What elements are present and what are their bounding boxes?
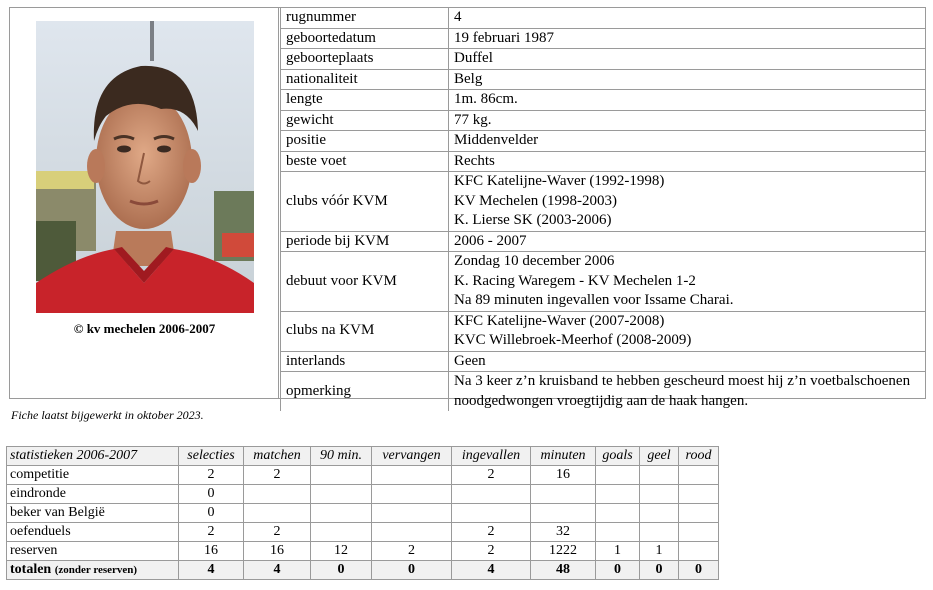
statistics-cell	[311, 466, 372, 485]
statistics-column-header: ingevallen	[452, 447, 531, 466]
profile-row	[281, 8, 926, 28]
statistics-cell: 0	[179, 504, 244, 523]
statistics-header-row	[7, 447, 719, 466]
profile-value	[449, 28, 926, 49]
profile-value-line: Middenvelder	[454, 132, 539, 148]
player-photo	[36, 21, 254, 313]
player-profile-card	[9, 7, 926, 409]
profile-value	[449, 372, 926, 412]
statistics-total-cell: 4	[244, 561, 311, 580]
statistics-cell	[311, 523, 372, 542]
profile-value-line: KFC Katelijne-Waver (1992-1998)	[454, 173, 665, 189]
profile-value-line: Belg	[454, 70, 483, 87]
profile-value-line: 2006 - 2007	[454, 232, 527, 249]
statistics-table	[6, 446, 719, 580]
statistics-row-label: eindronde	[7, 485, 179, 504]
statistics-cell	[311, 485, 372, 504]
statistics-cell	[452, 504, 531, 523]
statistics-cell	[640, 485, 679, 504]
statistics-column-header: 90 min.	[311, 447, 372, 466]
statistics-cell	[679, 504, 719, 523]
statistics-row	[7, 466, 719, 485]
profile-row	[281, 49, 926, 70]
statistics-total-cell: 48	[531, 561, 596, 580]
statistics-cell	[596, 485, 640, 504]
statistics-cell: 12	[311, 542, 372, 561]
profile-row	[281, 110, 926, 131]
profile-value-line: Na 3 keer z’n kruisband te hebben gescheurd moest hij z’n voetbalschoenen noodgedwongen vroegtijdig aan de haak hangen.	[454, 373, 911, 409]
profile-label: positie	[281, 131, 449, 152]
statistics-column-header: matchen	[244, 447, 311, 466]
statistics-column-header: statistieken 2006-2007	[7, 447, 179, 466]
statistics-cell	[531, 485, 596, 504]
statistics-row-label: competitie	[7, 466, 179, 485]
profile-value-line: K. Lierse SK (2003-2006)	[454, 212, 612, 228]
statistics-cell	[372, 523, 452, 542]
profile-value-line: Geen	[454, 352, 486, 369]
profile-row	[281, 252, 926, 312]
profile-row	[281, 69, 926, 90]
profile-label: clubs na KVM	[281, 311, 449, 351]
statistics-cell	[679, 542, 719, 561]
profile-value-line: 77 kg.	[454, 111, 492, 128]
totals-label-text: totalen	[10, 562, 52, 577]
profile-row	[281, 90, 926, 111]
statistics-total-cell: 0	[596, 561, 640, 580]
statistics-cell: 32	[531, 523, 596, 542]
statistics-column-header: vervangen	[372, 447, 452, 466]
profile-value	[449, 252, 926, 312]
statistics-row-label: beker van België	[7, 504, 179, 523]
profile-label: nationaliteit	[281, 69, 449, 90]
statistics-row	[7, 542, 719, 561]
statistics-cell: 1	[596, 542, 640, 561]
profile-value	[449, 90, 926, 111]
statistics-total-cell: 0	[640, 561, 679, 580]
statistics-cell: 16	[244, 542, 311, 561]
statistics-column-header: goals	[596, 447, 640, 466]
statistics-cell	[596, 523, 640, 542]
profile-value-line: K. Racing Waregem - KV Mechelen 1-2	[454, 272, 696, 289]
statistics-column-header: minuten	[531, 447, 596, 466]
profile-value	[449, 49, 926, 70]
profile-label: interlands	[281, 351, 449, 372]
photo-caption: © kv mechelen 2006-2007	[73, 321, 216, 336]
statistics-cell	[244, 504, 311, 523]
statistics-cell: 2	[452, 466, 531, 485]
profile-label: geboorteplaats	[281, 49, 449, 70]
profile-value	[449, 131, 926, 152]
statistics-cell	[372, 504, 452, 523]
profile-info-table	[280, 8, 926, 411]
statistics-row	[7, 523, 719, 542]
profile-row	[281, 231, 926, 252]
profile-value-line: KVC Willebroek-Meerhof (2008-2009)	[454, 332, 692, 348]
statistics-totals-row	[7, 561, 719, 580]
statistics-row	[7, 504, 719, 523]
profile-value	[449, 8, 926, 28]
profile-row	[281, 311, 926, 351]
statistics-cell	[311, 504, 372, 523]
profile-value-line: Duffel	[454, 50, 493, 66]
statistics-row	[7, 485, 719, 504]
statistics-cell	[679, 523, 719, 542]
statistics-cell: 16	[531, 466, 596, 485]
profile-label: debuut voor KVM	[281, 252, 449, 312]
statistics-cell: 2	[372, 542, 452, 561]
profile-label: rugnummer	[281, 8, 449, 28]
profile-value	[449, 351, 926, 372]
statistics-row-label: oefenduels	[7, 523, 179, 542]
update-note: Fiche laatst bijgewerkt in oktober 2023.	[11, 408, 204, 422]
totals-label-note: (zonder reserven)	[54, 564, 138, 576]
statistics-cell	[596, 504, 640, 523]
profile-value	[449, 311, 926, 351]
profile-label: lengte	[281, 90, 449, 111]
statistics-cell	[372, 466, 452, 485]
statistics-cell: 2	[244, 523, 311, 542]
statistics-total-cell: 4	[179, 561, 244, 580]
profile-row	[281, 131, 926, 152]
statistics-total-cell: 0	[311, 561, 372, 580]
statistics-cell: 0	[179, 485, 244, 504]
profile-value-line: 1m. 86cm.	[454, 91, 518, 107]
profile-value-line: 4	[454, 9, 462, 25]
profile-row	[281, 151, 926, 172]
statistics-cell: 2	[179, 523, 244, 542]
statistics-cell	[244, 485, 311, 504]
statistics-cell	[679, 485, 719, 504]
profile-row	[281, 372, 926, 412]
statistics-total-cell: 0	[372, 561, 452, 580]
profile-value-line: Zondag 10 december 2006	[454, 253, 615, 269]
statistics-row-label: reserven	[7, 542, 179, 561]
profile-label: gewicht	[281, 110, 449, 131]
statistics-cell	[531, 504, 596, 523]
statistics-cell	[372, 485, 452, 504]
profile-value-line: KV Mechelen (1998-2003)	[454, 192, 618, 209]
statistics-cell	[640, 504, 679, 523]
profile-value-line: KFC Katelijne-Waver (2007-2008)	[454, 312, 665, 329]
statistics-total-cell: 0	[679, 561, 719, 580]
profile-value	[449, 172, 926, 232]
profile-value	[449, 231, 926, 252]
statistics-cell: 2	[452, 523, 531, 542]
photo-cell	[10, 8, 279, 398]
profile-label: clubs vóór KVM	[281, 172, 449, 232]
profile-row	[281, 28, 926, 49]
profile-row	[281, 351, 926, 372]
statistics-column-header: rood	[679, 447, 719, 466]
statistics-cell: 1222	[531, 542, 596, 561]
profile-value-line: 19 februari 1987	[454, 29, 554, 46]
statistics-cell: 1	[640, 542, 679, 561]
statistics-cell: 2	[452, 542, 531, 561]
profile-label: beste voet	[281, 151, 449, 172]
statistics-totals-label	[7, 561, 179, 580]
profile-value-line: Na 89 minuten ingevallen voor Issame Charai.	[454, 292, 734, 308]
statistics-cell: 16	[179, 542, 244, 561]
statistics-column-header: geel	[640, 447, 679, 466]
profile-label: opmerking	[281, 372, 449, 412]
profile-row	[281, 172, 926, 232]
profile-value-line: Rechts	[454, 152, 495, 169]
statistics-cell	[679, 466, 719, 485]
statistics-cell	[640, 523, 679, 542]
statistics-cell	[452, 485, 531, 504]
statistics-cell: 2	[244, 466, 311, 485]
statistics-cell	[640, 466, 679, 485]
statistics-total-cell: 4	[452, 561, 531, 580]
profile-value	[449, 69, 926, 90]
statistics-cell	[596, 466, 640, 485]
statistics-cell: 2	[179, 466, 244, 485]
profile-label: periode bij KVM	[281, 231, 449, 252]
profile-value	[449, 151, 926, 172]
statistics-column-header: selecties	[179, 447, 244, 466]
profile-value	[449, 110, 926, 131]
profile-label: geboortedatum	[281, 28, 449, 49]
